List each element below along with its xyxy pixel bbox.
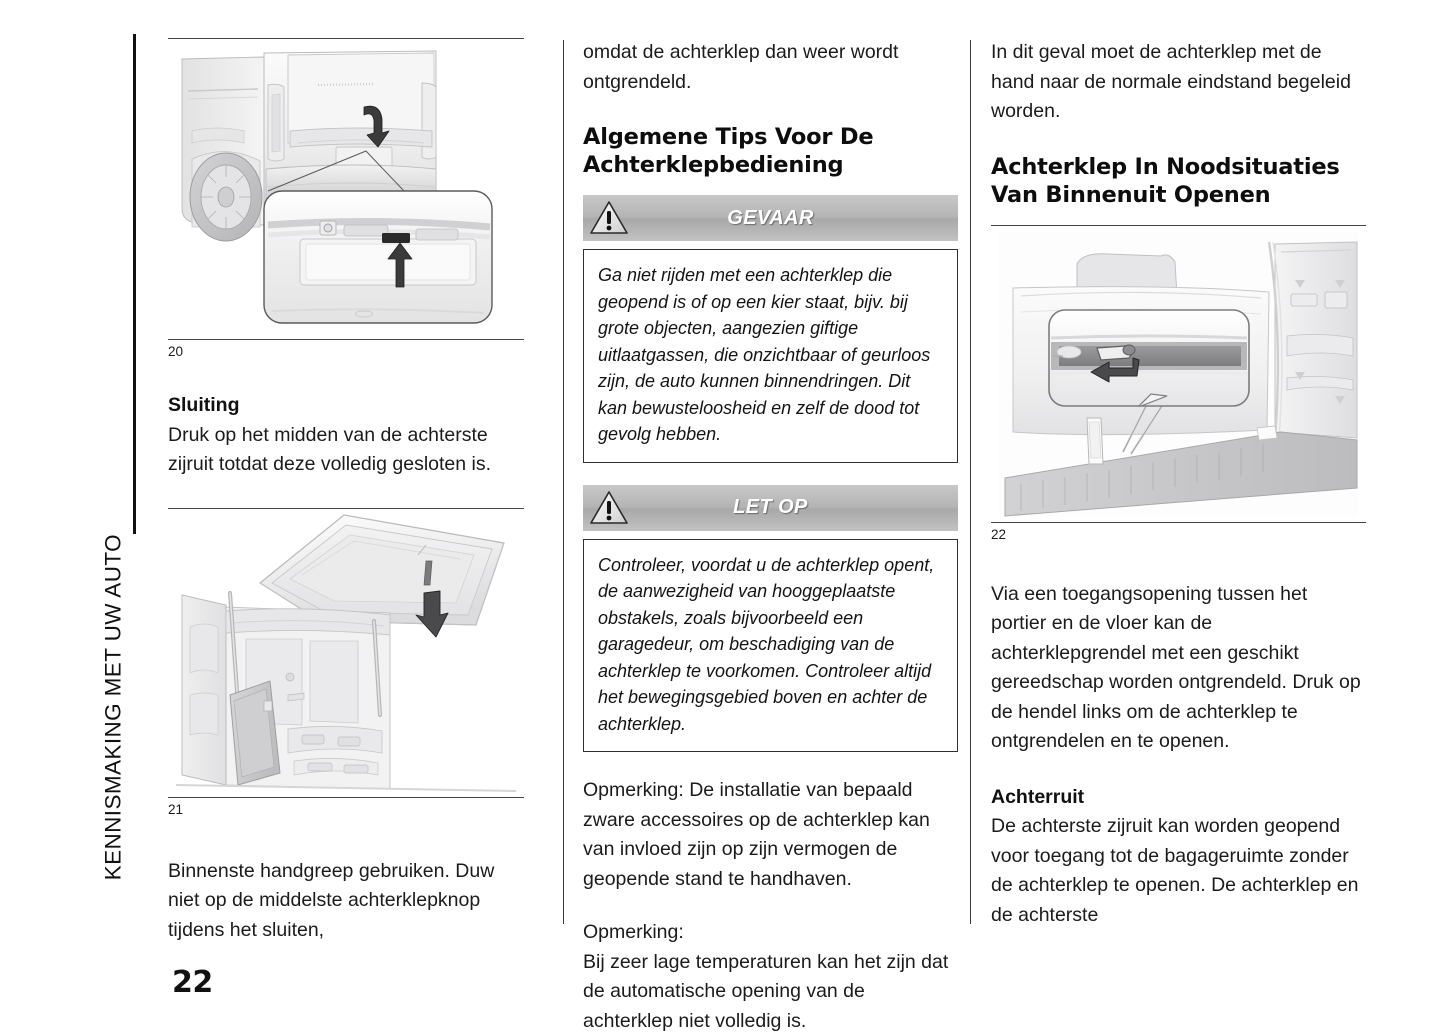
caution-banner [583, 485, 958, 531]
figure-21-rule-bottom [168, 797, 524, 798]
page-number: 22 [172, 965, 213, 1000]
figure-20-caption: 20 [168, 343, 524, 361]
figure-22-caption: 22 [991, 526, 1366, 544]
chapter-tab [84, 34, 136, 534]
heading-algemene-tips: Algemene Tips Voor De Achterklepbediening [583, 123, 958, 179]
figure-20 [168, 38, 524, 361]
note-2: Bij zeer lage temperaturen kan het zijn dat de automatische opening van de achterklep niet volledig is. [583, 948, 958, 1036]
note-2-label: Opmerking: [583, 918, 958, 948]
heading-noodsituaties: Achterklep In Noodsituaties Van Binnenuit Openen [991, 153, 1366, 209]
paragraph-achterruit: De achterste zijruit kan worden geopend voor toegang tot de bagageruimte zonder de achterklep te openen. De achterklep en de achterste [991, 812, 1366, 930]
chapter-tab-rule [133, 34, 136, 534]
figure-22-rule-bottom [991, 522, 1366, 523]
warning-triangle-icon [589, 199, 629, 237]
paragraph-continued: omdat de achterklep dan weer wordt ontgrendeld. [583, 38, 958, 97]
figure-20-illustration [168, 39, 524, 339]
danger-banner [583, 195, 958, 241]
paragraph-handgreep: Binnenste handgreep gebruiken. Duw niet op de middelste achterklepknop tijdens het sluiten, [168, 857, 524, 946]
danger-text: Ga niet rijden met een achterklep die geopend is of op een kier staat, bijv. bij grote objecten, aangezien giftige uitlaatgassen, die onzichtbaar of geurloos zijn, de auto kunnen binnendringen. Dit kan bewusteloosheid en zelf de dood tot gevolg hebben. [598, 262, 943, 448]
chapter-tab-label: KENNISMAKING MET UW AUTO [100, 534, 126, 880]
column-3 [991, 38, 1366, 930]
figure-22 [991, 225, 1366, 544]
column-divider-2 [970, 40, 971, 924]
figure-21-caption: 21 [168, 801, 524, 819]
figure-21-illustration [168, 509, 524, 797]
figure-22-illustration [991, 226, 1366, 522]
column-divider-1 [563, 40, 564, 924]
figure-20-rule-bottom [168, 339, 524, 340]
paragraph-sluiting: Druk op het midden van de achterste zijruit totdat deze volledig gesloten is. [168, 421, 524, 480]
heading-sluiting: Sluiting [168, 391, 524, 421]
paragraph-intro: In dit geval moet de achterklep met de hand naar de normale eindstand begeleid worden. [991, 38, 1366, 127]
caution-block [583, 485, 958, 753]
figure-21 [168, 508, 524, 819]
warning-triangle-icon [589, 489, 629, 527]
danger-block [583, 195, 958, 463]
caution-title: LET OP [733, 496, 808, 519]
danger-title: GEVAAR [727, 207, 813, 230]
caution-body [583, 539, 958, 753]
column-2 [583, 38, 958, 1036]
note-1: Opmerking: De installatie van bepaald zware accessoires op de achterklep kan van invloed zijn op zijn vermogen de geopende stand te handhaven. [583, 776, 958, 894]
caution-text: Controleer, voordat u de achterklep opent, de aanwezigheid van hooggeplaatste obstakels, zoals bijvoorbeeld een garagedeur, om beschadiging van de achterklep te voorkomen. Controleer altijd het bewegingsgebied boven en achter de achterklep. [598, 552, 943, 738]
column-1 [168, 38, 524, 945]
paragraph-access: Via een toegangsopening tussen het portier en de vloer kan de achterklepgrendel met een geschikt gereedschap worden ontgrendeld. Druk op de hendel links om de achterklep te ontgrendelen en te openen. [991, 580, 1366, 757]
danger-body [583, 249, 958, 463]
heading-achterruit: Achterruit [991, 783, 1366, 813]
